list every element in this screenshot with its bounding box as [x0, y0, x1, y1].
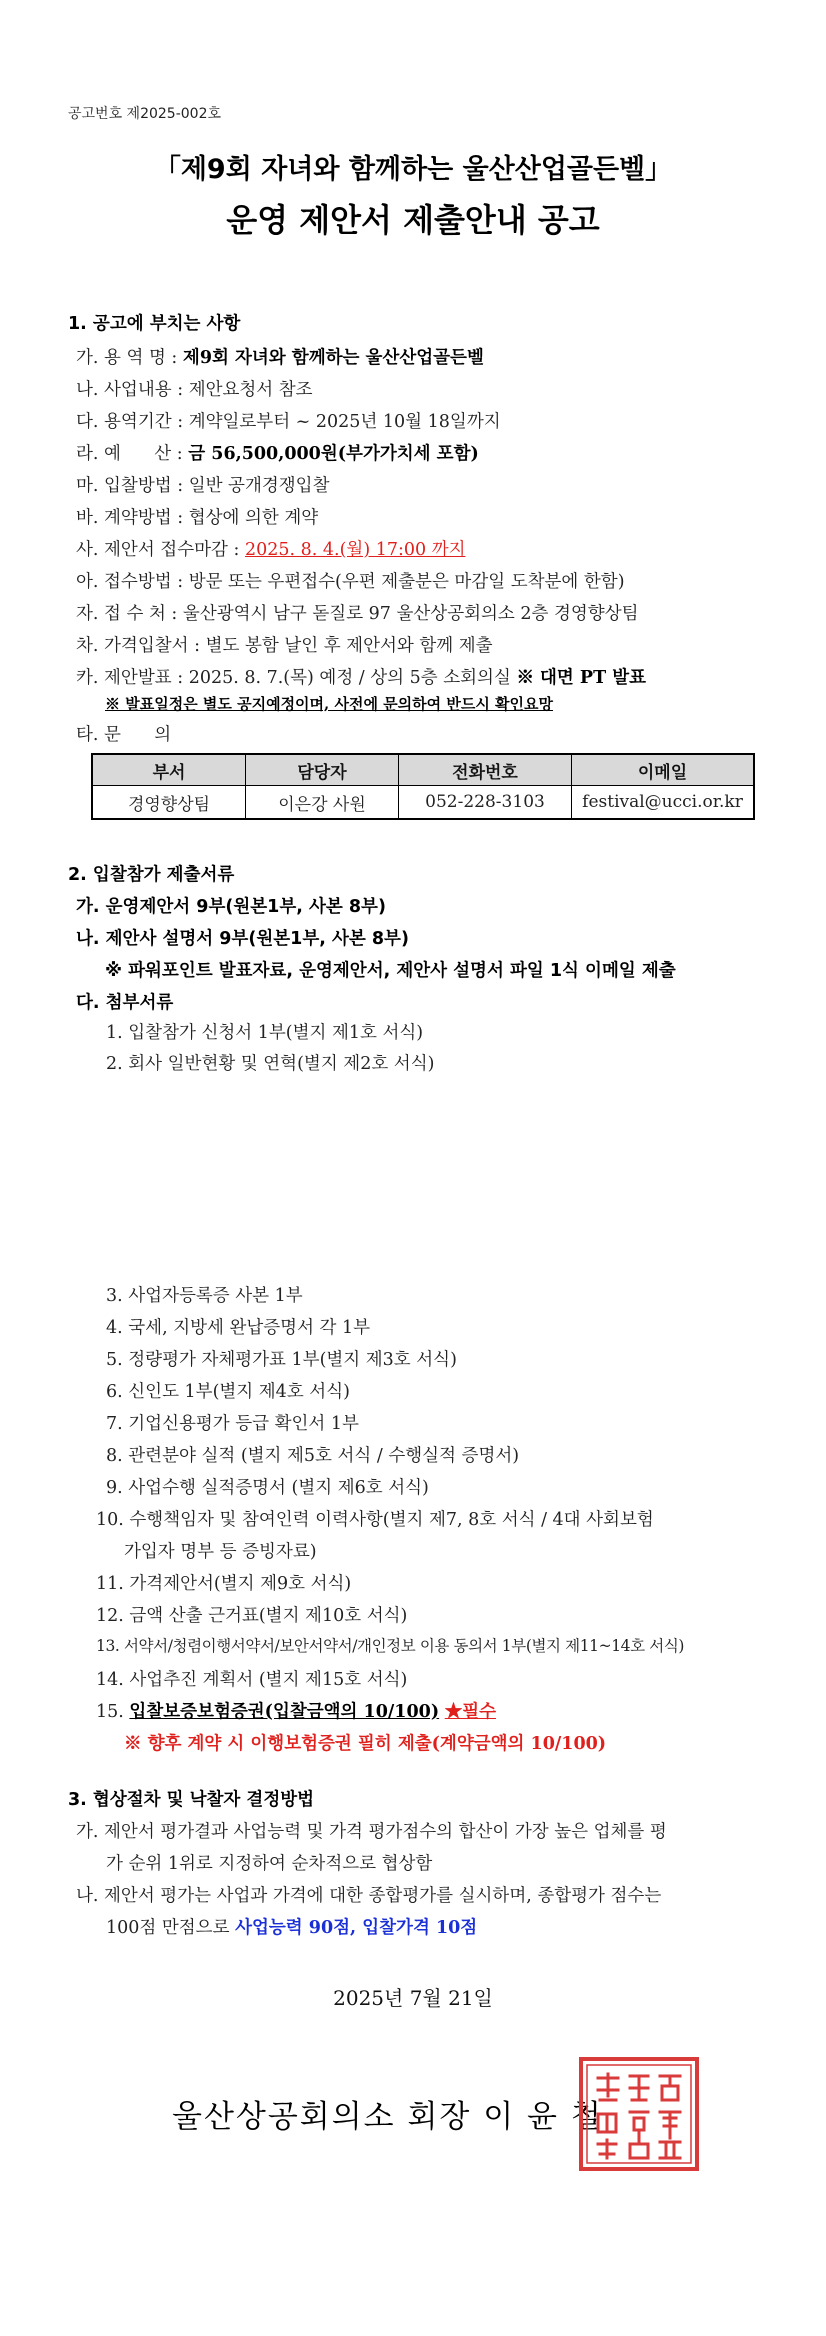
official-seal-icon [578, 2056, 700, 2172]
inquiry-label: 타. 문 의 [76, 725, 172, 745]
item-label: 카. 제안발표 : [76, 668, 184, 688]
required-mark: ★필수 [444, 1702, 497, 1722]
section2-heading: 2. 입찰참가 제출서류 [68, 865, 235, 885]
presentation-emphasis: ※ 대면 PT 발표 [516, 668, 647, 688]
performance-bond-note: ※ 향후 계약 시 이행보험증권 필히 제출(계약금액의 10/100) [124, 1734, 607, 1754]
item-submission-method [76, 568, 625, 593]
table-row [92, 786, 754, 820]
cell-department: 경영향상팀 [92, 786, 246, 820]
list-item: 3. 사업자등록증 사본 1부 [106, 1286, 303, 1306]
evaluation-ga-line2: 가 순위 1위로 지정하여 순차적으로 협상함 [106, 1854, 433, 1874]
item-price-bid [76, 632, 493, 657]
deadline-value: 2025. 8. 4.(월) 17:00 까지 [244, 540, 466, 560]
evaluation-na-line1: 나. 제안서 평가는 사업과 가격에 대한 종합평가를 실시하며, 종합평가 점수는 [76, 1886, 662, 1906]
item-label: 자. 접 수 처 : [76, 604, 178, 624]
header-department: 부서 [92, 754, 246, 786]
item-value: 별도 봉함 날인 후 제안서와 함께 제출 [205, 636, 493, 656]
list-item: 6. 신인도 1부(별지 제4호 서식) [106, 1382, 350, 1402]
list-item: 4. 국세, 지방세 완납증명서 각 1부 [106, 1318, 371, 1338]
section3-heading: 3. 협상절차 및 낙찰자 결정방법 [68, 1790, 315, 1810]
list-item: 7. 기업신용평가 등급 확인서 1부 [106, 1414, 359, 1434]
item-presentation [76, 664, 646, 689]
item-submission-place [76, 600, 639, 625]
item-number: 15. [96, 1702, 124, 1722]
item-value: 제안요청서 참조 [188, 380, 313, 400]
item-label: 나. 사업내용 : [76, 380, 184, 400]
item-label: 아. 접수방법 : [76, 572, 184, 592]
list-item: 8. 관련분야 실적 (별지 제5호 서식 / 수행실적 증명서) [106, 1446, 520, 1466]
list-item: 5. 정량평가 자체평가표 1부(별지 제3호 서식) [106, 1350, 457, 1370]
item-bid-method [76, 472, 330, 497]
item-contract-method [76, 504, 318, 529]
item-service-name [76, 344, 484, 369]
item-budget [76, 440, 479, 465]
notice-date: 2025년 7월 21일 [333, 1986, 493, 2010]
item-label: 사. 제안서 접수마감 : [76, 540, 240, 560]
submission-note: ※ 파워포인트 발표자료, 운영제안서, 제안사 설명서 파일 1식 이메일 제출 [105, 961, 676, 981]
item-label: 다. 용역기간 : [76, 412, 184, 432]
contact-header-row [92, 754, 754, 786]
signature: 울산상공회의소 회장 이 윤 철 [172, 2099, 603, 2135]
list-item: 10. 수행책임자 및 참여인력 이력사항(별지 제7, 8호 서식 / 4대 사회보험 [96, 1510, 654, 1530]
notice-number: 공고번호 제2025-002호 [68, 106, 221, 122]
evaluation-ga-line1: 가. 제안서 평가결과 사업능력 및 가격 평가점수의 합산이 가장 높은 업체를 평 [76, 1822, 667, 1842]
item-proposal: 가. 운영제안서 9부(원본1부, 사본 8부) [76, 897, 386, 917]
cell-email: festival@ucci.or.kr [572, 786, 755, 820]
item-attachments: 다. 첨부서류 [76, 993, 174, 1013]
item-label: 라. 예 산 : [76, 444, 183, 464]
contact-table [91, 753, 755, 820]
cell-person: 이은강 사원 [246, 786, 399, 820]
list-item: 2. 회사 일반현황 및 연혁(별지 제2호 서식) [106, 1054, 435, 1074]
item-value: 제9회 자녀와 함께하는 울산산업골든벨 [182, 348, 484, 368]
item-company-description: 나. 제안사 설명서 9부(원본1부, 사본 8부) [76, 929, 409, 949]
list-item: 13. 서약서/청렴이행서약서/보안서약서/개인정보 이용 동의서 1부(별지 제11~14호 서식) [96, 1637, 685, 1655]
item-value: 협상에 의한 계약 [188, 508, 319, 528]
presentation-note: ※ 발표일정은 별도 공지예정이며, 사전에 문의하여 반드시 확인요망 [105, 695, 554, 713]
item-business [76, 376, 313, 401]
item-label: 가. 용 역 명 : [76, 348, 178, 368]
title-line1: 「제9회 자녀와 함께하는 울산산업골든벨」 [153, 154, 673, 185]
item-label: 마. 입찰방법 : [76, 476, 184, 496]
list-item: 11. 가격제안서(별지 제9호 서식) [96, 1574, 352, 1594]
item-period [76, 408, 501, 433]
list-item: 1. 입찰참가 신청서 1부(별지 제1호 서식) [106, 1023, 424, 1043]
item-label: 차. 가격입찰서 : [76, 636, 201, 656]
list-item-continued: 가입자 명부 등 증빙자료) [124, 1542, 317, 1562]
evaluation-na-line2 [106, 1914, 477, 1939]
item-label: 바. 계약방법 : [76, 508, 184, 528]
header-phone: 전화번호 [399, 754, 572, 786]
item-value: 계약일로부터 ~ 2025년 10월 18일까지 [188, 412, 501, 432]
list-item: 12. 금액 산출 근거표(별지 제10호 서식) [96, 1606, 408, 1626]
page-title: 운영 제안서 제출안내 공고 [226, 201, 600, 239]
cell-phone: 052-228-3103 [399, 786, 572, 820]
bond-text: 입찰보증보험증권(입찰금액의 10/100) [129, 1702, 440, 1722]
section1-heading: 1. 공고에 부치는 사항 [68, 314, 241, 334]
item-value: 일반 공개경쟁입찰 [188, 476, 330, 496]
item-value: 금 56,500,000원(부가가치세 포함) [188, 444, 479, 464]
score-weights: 사업능력 90점, 입찰가격 10점 [235, 1918, 478, 1938]
item-value: 2025. 8. 7.(목) 예정 / 상의 5층 소회의실 [188, 668, 511, 688]
list-item-required [96, 1698, 496, 1723]
list-item: 9. 사업수행 실적증명서 (별지 제6호 서식) [106, 1478, 429, 1498]
item-deadline [76, 536, 466, 561]
list-item: 14. 사업추진 계획서 (별지 제15호 서식) [96, 1670, 408, 1690]
item-value: 방문 또는 우편접수(우편 제출분은 마감일 도착분에 한함) [188, 572, 625, 592]
header-person: 담당자 [246, 754, 399, 786]
score-intro: 100점 만점으로 [106, 1918, 230, 1938]
header-email: 이메일 [572, 754, 755, 786]
item-value: 울산광역시 남구 돋질로 97 울산상공회의소 2층 경영향상팀 [182, 604, 639, 624]
